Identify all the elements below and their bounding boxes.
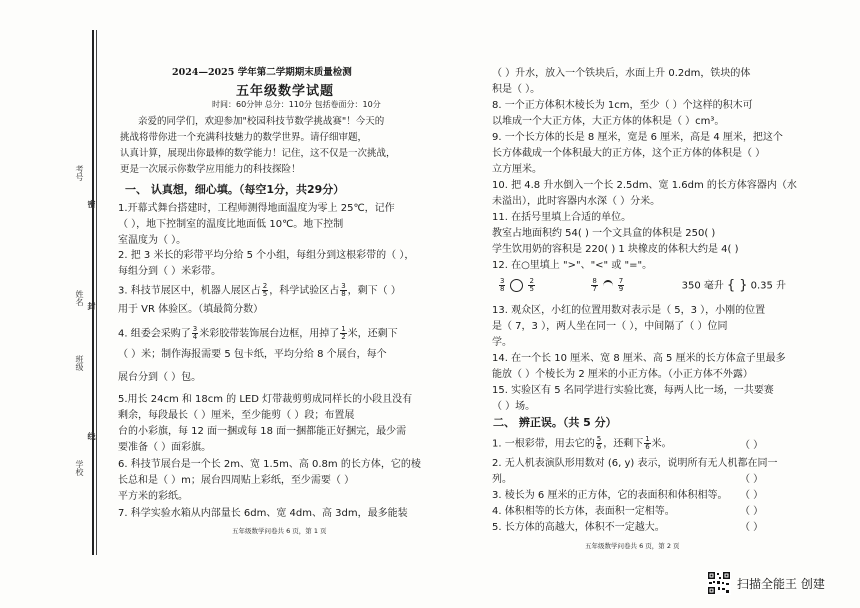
intro-line: 亲爱的同学们，欢迎参加"校园科技节数学挑战赛"！今天的 [138,116,385,127]
subject-title: 五年级数学试题 [236,84,335,99]
class-label: 班级 [75,355,84,371]
fraction: $\frac{7}{9}$ [618,277,624,293]
compare-circle[interactable] [510,279,523,292]
fraction: $\frac{5}{6}$ [596,435,602,451]
page-footer: 五年级数学问卷共 6 页，第 1 页 [232,527,327,535]
question-3: 用于 VR 体验区。（填最简分数） [118,304,264,315]
intro-line: 更是一次展示你数学应用能力的科技探险！ [120,164,301,175]
question-6: 长总和是（ ）m；展台四周贴上彩纸，至少需要（ ） [118,475,355,486]
question-13: 13. 观众区，小红的位置用数对表示是（ 5，3 ），小刚的位置 [492,305,766,316]
tf-question-3: 3. 棱长为 6 厘米的正方体，它的表面积和体积相等。 [492,490,728,501]
tf-question-1: 1. 一根彩带，用去它的 $\frac{5}{6}$ ，还剩下 $\frac{1}{6}$ 米。 [492,435,672,451]
compare-circle[interactable]: { } [726,278,748,293]
question-8: 8. 一个正方体积木棱长为 1cm，至少（ ）个这样的积木可 [492,100,753,111]
binding-line-inner [96,30,97,555]
question-5: 要准备（ ）面彩旗。 [118,442,212,453]
question-2: 每组分到（ ）米彩带。 [118,266,222,277]
answer-paren[interactable]: （ ） [740,506,764,517]
tf-question-2: 2. 无人机表演队形用数对 (6, y) 表示，说明所有无人机都在同一 [492,458,778,469]
question-13: 学。 [492,337,512,348]
question-3: 3. 科技节展区中，机器人展区占 $\frac{2}{5}$ ，科学试验区占 $\frac{3}{8}$ ，剩下（ ） [118,282,401,298]
question-2: 2. 把 3 米长的彩带平均分给 5 个小组，每组分到这根彩带的（ ）， [118,250,415,261]
question-14: 14. 在一个长 10 厘米、宽 8 厘米、高 5 厘米的长方体盒子里最多 [492,353,786,364]
exam-title: 2024—2025 学年第二学期期末质量检测 [172,67,352,78]
intro-line: 认真计算，展现出你最棒的数学能力！记住，这不仅是一次挑战， [120,148,396,159]
fraction: $\frac{3}{4}$ [192,325,198,341]
question-13: 是（ 7，3 ），两人坐在同一（ ），中间隔了（ ）位同 [492,321,728,332]
fraction: $\frac{2}{5}$ [262,282,268,298]
question-14: 能放（ ）个棱长为 2 厘米的小正方体。（小正方体不外露） [492,369,753,380]
question-4: （ ）米；制作海报需要 5 包卡纸，平均分给 8 个展台，每个 [118,349,387,360]
question-7: 7. 科学实验水箱从内部量长 6dm、宽 4dm、高 3dm，最多能装 [118,508,408,519]
fraction: $\frac{1}{2}$ [341,325,346,341]
fraction: $\frac{1}{6}$ [645,435,650,451]
answer-paren[interactable]: （ ） [740,474,764,485]
exam-no-label: 考号 [75,165,84,181]
compare-circle[interactable] [603,280,613,292]
name-label: 姓名 [75,290,84,306]
answer-paren[interactable]: （ ） [740,522,764,533]
answer-paren[interactable]: （ ） [740,440,764,451]
fraction: $\frac{8}{7}$ [592,277,597,293]
question-4: 4. 组委会采购了 $\frac{3}{4}$ 米彩胶带装饰展台边框，用掉了 $\frac{1}{2}$ 米，还剩下 [118,325,398,341]
question-1: （ ），地下控制室的温度比地面低 10℃。地下控制 [118,219,344,230]
question-8: 以堆成一个大正方体，大正方体的体积是（ ）cm³。 [492,116,725,127]
fraction: $\frac{3}{8}$ [341,282,346,298]
question-9: 立方厘米。 [492,164,542,175]
question-15: 15. 实验区有 5 名同学进行实验比赛，每两人比一场，一共要赛 [492,385,774,396]
question-9: 9. 一个长方体的长是 8 厘米，宽是 6 厘米，高是 4 厘米，把这个 [492,132,783,143]
page-footer: 五年级数学问卷共 6 页，第 2 页 [585,542,680,550]
section-1-heading: 一、 认真想，细心填。（每空1分，共29分） [125,183,345,196]
question-7-cont: （ ）升水，放入一个铁块后，水面上升 0.2dm，铁块的体 [492,68,751,79]
tf-question-5: 5. 长方体的高越大，体积不一定越大。 [492,522,665,533]
question-1: 室温度为（ ）。 [118,235,187,246]
intro-line: 挑战将带你进一个充满科技魅力的数学世界。请仔细审题， [120,132,368,143]
question-1: 1.开幕式舞台搭建时，工程师测得地面温度为零上 25℃，记作 [118,203,395,214]
question-6: 6. 科技节展台是一个长 2m、宽 1.5m、高 0.8m 的长方体，它的棱 [118,459,421,470]
question-15: （ ）场。 [492,401,536,412]
tf-question-4: 4. 体积相等的长方体，表面积一定相等。 [492,506,675,517]
question-7-cont: 积是（ ）。 [492,84,541,95]
question-12-items: $\frac{3}{8}$ $\frac{2}{5}$ $\frac{8}{7}$ $\frac{7}{9}$ 350 毫升 { } 0.35 升 [500,277,787,293]
scanner-watermark: 扫描全能王 创建 [737,577,825,591]
fraction: $\frac{3}{8}$ [500,277,505,293]
seal-char-2: 封 [87,302,96,310]
fraction: $\frac{2}{5}$ [529,277,534,293]
question-11: 教室占地面积约 54( ) 一个文具盒的体积是 250( ) [492,228,716,239]
question-12: 12. 在○里填上 ">"、"<" 或 "="。 [492,260,653,271]
question-10: 未溢出），此时容器内水深（ ）分米。 [492,196,661,207]
question-11: 学生饮用奶的容积是 220( ) 1 块橡皮的体积大约是 4( ) [492,244,739,255]
section-2-heading: 二、 辨正误。（共 5 分） [493,416,617,429]
question-5: 剩余，每段最长（ ）厘米，至少能剪（ ）段；布置展 [118,410,355,421]
tf-question-2: 列。 [492,474,512,485]
binding-line [92,30,94,555]
seal-char-3: 线 [87,432,96,440]
question-10: 10. 把 4.8 升水倒入一个长 2.5dm、宽 1.6dm 的长方体容器内（水 [492,180,797,191]
question-4: 展台分到（ ）包。 [118,372,202,383]
exam-meta: 时间：60分钟 总分：110分 包括卷面分：10分 [212,100,381,109]
question-11: 11. 在括号里填上合适的单位。 [492,212,632,223]
qr-code-icon [707,571,731,595]
answer-paren[interactable]: （ ） [740,490,764,501]
question-9: 长方体截成一个体积最大的正方体，这个正方体的体积是（ ） [492,148,766,159]
school-label: 学校 [75,460,84,476]
question-5: 台的小彩旗，每 12 面一捆或每 18 面一捆都能正好捆完，最少需 [118,426,407,437]
seal-char-1: 密 [87,200,96,208]
question-5: 5.用长 24cm 和 18cm 的 LED 灯带裁剪剪成同样长的小段且没有 [118,394,413,405]
question-6: 平方米的彩纸。 [118,491,188,502]
